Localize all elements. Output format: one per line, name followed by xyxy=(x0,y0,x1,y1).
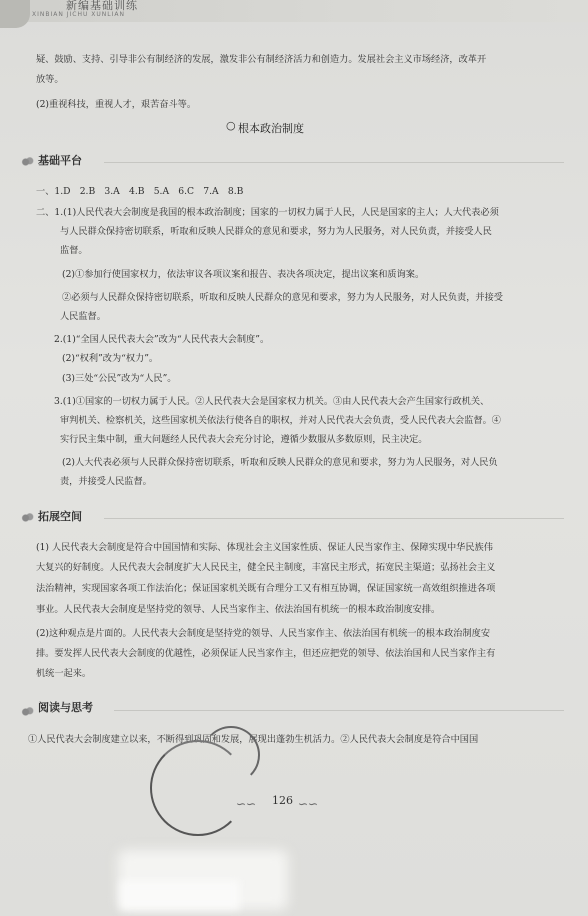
blurred-region xyxy=(120,880,240,910)
extend-line: 排。要发挥人民代表大会制度的优越性，必须保证人民当家作主，但还应把党的领导、依法治国和人民当家作主有 xyxy=(36,648,496,659)
basic-line: (2)人大代表必须与人民群众保持密切联系，听取和反映人民群众的意见和要求，努力为人民服务，对人民负 xyxy=(62,457,498,468)
corner-decoration xyxy=(0,0,30,28)
header-subtitle: XINBIAN JICHU XUNLIAN xyxy=(32,11,125,18)
extend-line: 法治精神，实现国家各项工作法治化；保证国家机关既有合理分工又有相互协调，保证国家统一高效组织推进各项 xyxy=(36,583,496,594)
extend-line: (1) 人民代表大会制度是符合中国国情和实际、体现社会主义国家性质、保证人民当家作主、保障实现中华民族伟 xyxy=(36,542,493,553)
section-divider xyxy=(104,162,564,163)
reading-line: ①人民代表大会制度建立以来，不断得到巩固和发展，展现出蓬勃生机活力。②人民代表大会制度是符合中国国 xyxy=(28,734,479,745)
top-line-3: (2)重视科技，重视人才，艰苦奋斗等。 xyxy=(36,99,197,110)
swirl-decoration xyxy=(202,726,260,784)
basic-line: ②必须与人民群众保持密切联系，听取和反映人民群众的意见和要求，努力为人民服务，对人民负责，并接受 xyxy=(62,292,503,303)
section-reading-title: 阅读与思考 xyxy=(38,701,93,714)
leaf-icon xyxy=(20,512,34,524)
top-line-1: 疑、鼓励、支持、引导非公有制经济的发展，激发非公有制经济活力和创造力。发展社会主义市场经济，改革开 xyxy=(36,54,487,65)
section-divider xyxy=(114,710,564,711)
extend-line: 事业。人民代表大会制度是坚持党的领导、人民当家作主、依法治国有机统一的根本政治制度安排。 xyxy=(36,604,441,615)
basic-line: 实行民主集中制，重大问题经人民代表大会充分讨论，遵循少数服从多数原则，民主决定。 xyxy=(60,434,428,445)
answers-line: 一、1.D 2.B 3.A 4.B 5.A 6.C 7.A 8.B xyxy=(36,186,244,197)
circle-icon: ○ xyxy=(226,119,236,132)
basic-line: (2)“权利”改为“权力”。 xyxy=(62,353,159,364)
header-title: 新编基础训练 xyxy=(66,0,138,12)
basic-line: 审判机关、检察机关，这些国家机关依法行使各自的职权，并对人民代表大会负责，受人民代表大会监督。④ xyxy=(60,415,501,426)
section-extend-title: 拓展空间 xyxy=(38,510,82,523)
basic-line: 3.(1)①国家的一切权力属于人民。②人民代表大会是国家权力机关。③由人民代表大会产生国家行政机关、 xyxy=(54,396,490,407)
basic-line: 责，并接受人民监督。 xyxy=(60,476,152,487)
top-line-2: 放等。 xyxy=(36,74,64,85)
basic-line: (2)①参加行使国家权力，依法审议各项议案和报告、表决各项决定，提出议案和质询案。 xyxy=(62,269,425,280)
extend-line: (2)这种观点是片面的。人民代表大会制度是坚持党的领导、人民当家作主、依法治国有机统一的根本政治制度安 xyxy=(36,628,491,639)
extend-line: 大复兴的好制度。人民代表大会制度扩大人民民主，健全民主制度，丰富民主形式，拓宽民主渠道；弘扬社会主义 xyxy=(36,562,496,573)
extend-line: 机统一起来。 xyxy=(36,668,92,679)
basic-line: 与人民群众保持密切联系，听取和反映人民群众的意见和要求，努力为人民服务，对人民负责，并接受人民 xyxy=(60,226,492,237)
wave-left-decoration: ∽∽ xyxy=(236,797,257,811)
page-number: 126 xyxy=(272,794,293,807)
wave-right-decoration: ∽∽ xyxy=(298,797,319,811)
section-basic-title: 基础平台 xyxy=(38,154,82,167)
chapter-title: 根本政治制度 xyxy=(238,122,304,135)
section-divider xyxy=(104,518,564,519)
basic-line: 二、1.(1)人民代表大会制度是我国的根本政治制度；国家的一切权力属于人民，人民是国家的主人；人大代表必须 xyxy=(36,207,499,218)
basic-line: 人民监督。 xyxy=(60,311,106,322)
leaf-icon xyxy=(20,706,34,718)
basic-line: 监督。 xyxy=(60,245,88,256)
basic-line: 2.(1)“全国人民代表大会”改为“人民代表大会制度”。 xyxy=(54,334,270,345)
basic-line: (3)三处“公民”改为“人民”。 xyxy=(62,373,177,384)
leaf-icon xyxy=(20,156,34,168)
